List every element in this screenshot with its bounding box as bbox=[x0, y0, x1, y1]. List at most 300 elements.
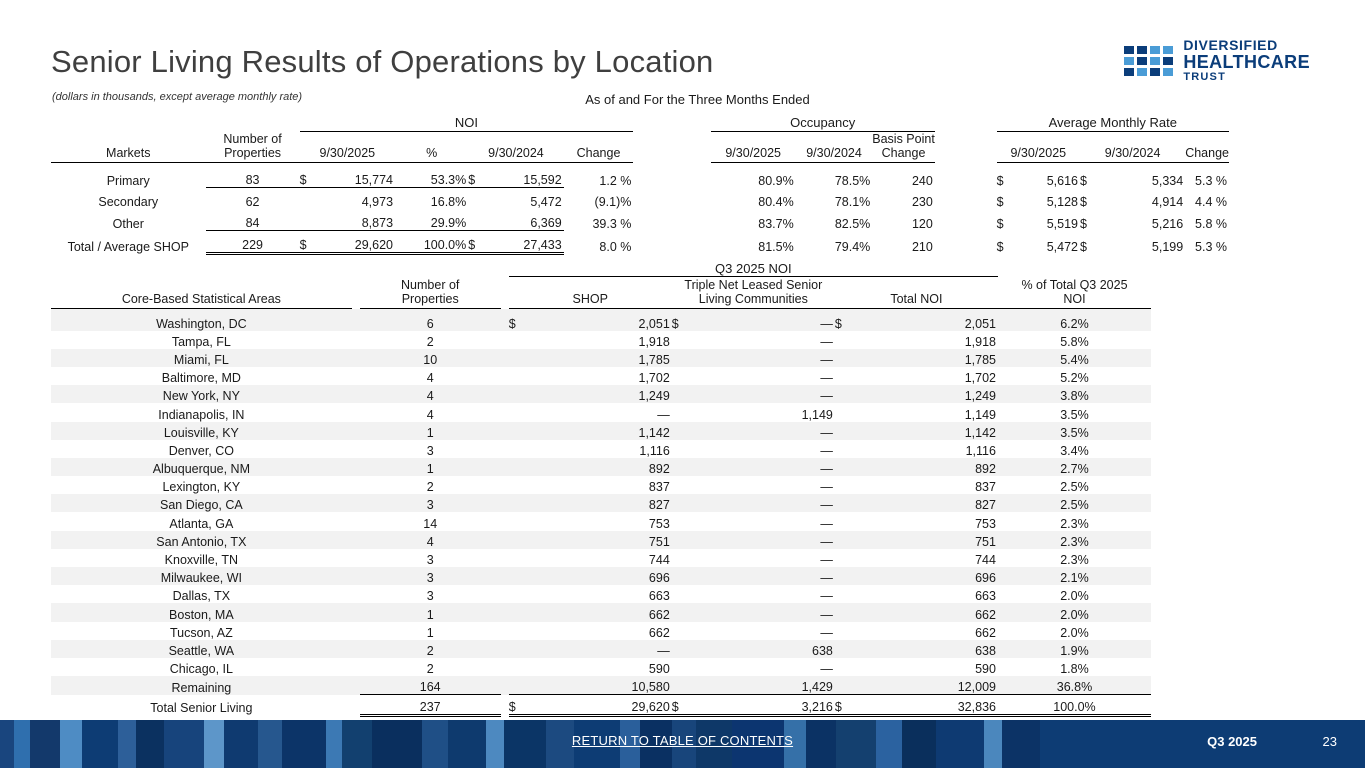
table-row bbox=[51, 349, 1151, 367]
spacer-cell bbox=[501, 512, 509, 530]
cell-shop: 1,142 bbox=[525, 422, 672, 440]
cell-properties: 4 bbox=[360, 531, 501, 549]
cell-area: Miami, FL bbox=[51, 349, 352, 367]
spacer-cell bbox=[633, 131, 710, 163]
cell-triple-currency bbox=[672, 385, 688, 403]
col-shop bbox=[509, 277, 672, 309]
cell-triple-currency bbox=[672, 676, 688, 695]
cell-total: 892 bbox=[851, 458, 998, 476]
cell-properties: 2 bbox=[426, 334, 434, 349]
col-occ-2024: 9/30/2024 bbox=[796, 131, 873, 163]
cell-shop: 827 bbox=[525, 494, 672, 512]
cell-triple: — bbox=[820, 480, 833, 495]
cell-triple-currency bbox=[672, 349, 688, 367]
spacer-cell bbox=[633, 231, 710, 254]
cell-total: 1,785 bbox=[851, 349, 998, 367]
spacer-cell bbox=[501, 603, 509, 621]
cell-noi-2025-currency bbox=[300, 209, 315, 231]
col-np-line2: Properties bbox=[401, 292, 459, 306]
cell-triple: — bbox=[688, 458, 835, 476]
cell-shop-currency bbox=[509, 458, 525, 476]
logo-line-1: DIVERSIFIED bbox=[1183, 37, 1278, 53]
cell-noi-2024-currency: $ bbox=[468, 231, 483, 254]
table-row bbox=[51, 458, 1151, 476]
cell-shop: 1,918 bbox=[638, 334, 670, 349]
spacer-cell bbox=[206, 110, 300, 131]
cell-noi-2024: 5,472 bbox=[530, 195, 562, 210]
cell-area: Boston, MA bbox=[51, 603, 352, 621]
cell-total: 1,918 bbox=[964, 334, 996, 349]
cell-rate-change: 4.4 % bbox=[1195, 195, 1227, 210]
cell-shop: 662 bbox=[525, 603, 672, 621]
cell-shop-currency bbox=[509, 531, 525, 549]
spacer-cell bbox=[352, 676, 360, 695]
cell-total-currency: $ bbox=[835, 695, 851, 715]
cell-bps-change: 240 bbox=[911, 173, 933, 188]
cell-total-currency bbox=[835, 385, 851, 403]
col-bps-line1: Basis Point bbox=[872, 131, 935, 146]
cell-total-currency bbox=[835, 422, 851, 440]
cell-pct: 3.5% bbox=[1060, 407, 1089, 422]
cell-shop: 744 bbox=[648, 553, 670, 567]
cell-shop: 29,620 bbox=[525, 695, 672, 715]
cell-noi-change: 39.3 % bbox=[592, 216, 632, 231]
col-pct-line2: NOI bbox=[1063, 292, 1086, 306]
logo-line-3: TRUST bbox=[1183, 70, 1226, 83]
col-rate-2025: 9/30/2025 bbox=[997, 131, 1080, 163]
spacer-cell bbox=[501, 440, 509, 458]
cell-area: Tucson, AZ bbox=[169, 625, 233, 640]
cell-pct: 2.3% bbox=[1060, 553, 1089, 567]
spacer-cell bbox=[501, 349, 509, 367]
cell-pct: 2.0% bbox=[1060, 589, 1089, 604]
table-row bbox=[51, 494, 1151, 512]
cell-pct: 5.2% bbox=[1060, 371, 1089, 386]
cell-total: 638 bbox=[851, 640, 998, 658]
spacer-cell bbox=[352, 640, 360, 658]
group-header-occupancy: Occupancy bbox=[711, 110, 935, 131]
cell-triple-currency bbox=[672, 458, 688, 476]
spacer-cell bbox=[501, 640, 509, 658]
spacer-cell bbox=[633, 209, 710, 231]
cell-triple: 638 bbox=[688, 640, 835, 658]
spacer-cell bbox=[501, 385, 509, 403]
col-triple-line2: Living Communities bbox=[698, 292, 808, 306]
cell-pct: 3.8% bbox=[998, 385, 1151, 403]
cell-rate-2024: 5,216 bbox=[1151, 216, 1184, 231]
cell-shop-currency bbox=[509, 585, 525, 603]
cell-properties: 237 bbox=[360, 695, 501, 715]
cell-triple-currency bbox=[672, 567, 688, 585]
cell-triple: — bbox=[820, 662, 833, 677]
cell-pct: 5.8% bbox=[1060, 334, 1089, 349]
cell-rate-2025: 5,616 bbox=[1046, 173, 1078, 188]
cell-shop-currency bbox=[509, 422, 525, 440]
cell-area: Indianapolis, IN bbox=[158, 407, 245, 422]
cell-properties: 1 bbox=[426, 625, 434, 640]
cell-shop: 10,580 bbox=[525, 676, 672, 695]
cell-shop: 662 bbox=[648, 625, 670, 640]
cell-noi-2025-currency bbox=[300, 188, 315, 210]
table-row bbox=[51, 309, 1151, 331]
cell-triple-currency bbox=[672, 512, 688, 530]
cell-shop: 1,785 bbox=[525, 349, 672, 367]
spacer-cell bbox=[935, 131, 997, 163]
cell-shop-currency bbox=[509, 567, 525, 585]
cell-occ-2025: 80.9% bbox=[758, 173, 794, 188]
cell-shop-currency bbox=[509, 603, 525, 621]
cell-pct: 2.0% bbox=[998, 603, 1151, 621]
spacer-cell bbox=[352, 585, 360, 603]
cell-shop: 1,249 bbox=[525, 385, 672, 403]
cell-shop: 1,116 bbox=[639, 443, 670, 458]
cell-properties: 4 bbox=[426, 371, 434, 386]
table-row bbox=[51, 331, 1151, 349]
cell-area: San Antonio, TX bbox=[51, 531, 352, 549]
as-of-label bbox=[0, 92, 1365, 107]
cell-rate-change: 5.8 % bbox=[1195, 216, 1227, 231]
cell-shop-currency bbox=[509, 494, 525, 512]
cell-total-currency: $ bbox=[835, 309, 851, 331]
cell-triple: — bbox=[688, 349, 835, 367]
cell-properties: 4 bbox=[426, 407, 434, 422]
spacer-cell bbox=[352, 658, 360, 676]
footer-page-number: 23 bbox=[1322, 734, 1337, 749]
spacer-cell bbox=[352, 331, 360, 349]
cell-area: Chicago, IL bbox=[169, 662, 233, 677]
cell-total-currency bbox=[835, 331, 851, 349]
cell-total: 1,249 bbox=[851, 385, 998, 403]
cell-rate-2025-currency: $ bbox=[996, 216, 1004, 231]
cell-rate-2025-currency: $ bbox=[996, 239, 1004, 254]
cell-triple: — bbox=[688, 309, 835, 331]
cell-triple-currency bbox=[672, 403, 688, 421]
table-row bbox=[51, 676, 1151, 695]
cell-rate-2025-currency: $ bbox=[996, 195, 1004, 210]
cell-rate-2024-currency: $ bbox=[1079, 195, 1087, 210]
cell-noi-pct: 29.9% bbox=[430, 216, 467, 231]
cell-pct: 1.9% bbox=[998, 640, 1151, 658]
spacer-cell bbox=[501, 309, 509, 331]
cell-area: Knoxville, TN bbox=[164, 553, 239, 567]
cell-triple-currency bbox=[672, 422, 688, 440]
cell-rate-change: 5.3 % bbox=[1195, 173, 1227, 188]
cell-total: 2,051 bbox=[851, 309, 998, 331]
cell-noi-2024-currency: $ bbox=[468, 163, 483, 188]
return-to-table-of-contents-link[interactable]: RETURN TO TABLE OF CONTENTS bbox=[571, 733, 794, 748]
cell-area: Seattle, WA bbox=[51, 640, 352, 658]
col-rate-2024: 9/30/2024 bbox=[1080, 131, 1185, 163]
cell-noi-2024: 6,369 bbox=[530, 216, 562, 231]
spacer-cell bbox=[352, 349, 360, 367]
table-row bbox=[51, 476, 1151, 494]
spacer-cell bbox=[352, 309, 360, 331]
cell-total-currency bbox=[835, 567, 851, 585]
logo-line-2: HEALTHCARE bbox=[1183, 51, 1310, 72]
cell-properties: 2 bbox=[360, 640, 501, 658]
cell-bps-change: 230 bbox=[911, 195, 933, 210]
cell-properties: 2 bbox=[426, 480, 434, 495]
table-total-row bbox=[51, 695, 1151, 715]
cell-triple-currency: $ bbox=[672, 695, 688, 715]
cell-triple-currency bbox=[672, 549, 688, 567]
spacer-cell bbox=[501, 331, 509, 349]
cell-triple: — bbox=[820, 516, 833, 531]
cell-triple-currency bbox=[672, 331, 688, 349]
spacer-cell bbox=[352, 549, 360, 567]
cell-properties: 3 bbox=[360, 494, 501, 512]
col-cbsa: Core-Based Statistical Areas bbox=[51, 277, 352, 309]
table-row bbox=[51, 640, 1151, 658]
col-shop-spacer bbox=[509, 277, 672, 292]
cell-shop-currency bbox=[509, 512, 525, 530]
cell-total-currency bbox=[835, 531, 851, 549]
units-note: (dollars in thousands, except average monthly rate) bbox=[52, 91, 303, 103]
cell-area: Albuquerque, NM bbox=[51, 458, 352, 476]
table-row bbox=[51, 585, 1151, 603]
cell-triple-currency bbox=[672, 658, 688, 676]
col-occ-2025: 9/30/2025 bbox=[711, 131, 796, 163]
cell-rate-2025-currency: $ bbox=[996, 173, 1004, 188]
spacer-cell bbox=[352, 458, 360, 476]
company-logo bbox=[1124, 38, 1310, 84]
spacer-cell bbox=[501, 585, 509, 603]
cell-noi-2025: 4,973 bbox=[361, 195, 394, 210]
cell-area: Tampa, FL bbox=[171, 334, 231, 349]
cell-triple: — bbox=[688, 603, 835, 621]
spacer-cell bbox=[501, 403, 509, 421]
cell-noi-pct: 100.0% bbox=[395, 231, 468, 254]
cell-shop-currency bbox=[509, 440, 525, 458]
cell-triple: — bbox=[688, 385, 835, 403]
col-noi-2025: 9/30/2025 bbox=[300, 131, 395, 163]
cell-total-currency bbox=[835, 367, 851, 385]
cell-pct: 100.0% bbox=[998, 695, 1151, 715]
spacer-cell bbox=[633, 188, 710, 210]
cell-pct: 3.5% bbox=[998, 422, 1151, 440]
spacer-cell bbox=[352, 422, 360, 440]
cell-triple-currency bbox=[672, 367, 688, 385]
cell-rate-2025: 5,472 bbox=[1046, 239, 1078, 254]
spacer-cell bbox=[51, 110, 206, 131]
col-triple-line1: Triple Net Leased Senior bbox=[684, 277, 823, 292]
cell-total: 827 bbox=[851, 494, 998, 512]
col-number-of-properties bbox=[206, 131, 300, 163]
col-number-of-properties bbox=[360, 277, 501, 309]
cell-occ-2024: 79.4% bbox=[834, 239, 871, 254]
cell-shop-currency bbox=[509, 385, 525, 403]
cell-noi-2024: 27,433 bbox=[483, 231, 564, 254]
table-row bbox=[51, 658, 1151, 676]
table-column-header-row bbox=[51, 277, 1151, 309]
col-pct-line1: % of Total Q3 2025 bbox=[1021, 277, 1128, 292]
cell-total: 744 bbox=[975, 553, 996, 567]
cell-area: Dallas, TX bbox=[172, 589, 231, 604]
group-header-q3-noi: Q3 2025 NOI bbox=[509, 258, 998, 277]
cell-rate-2024: 5,199 bbox=[1151, 239, 1184, 254]
cell-total-currency bbox=[835, 640, 851, 658]
cell-total-currency bbox=[835, 403, 851, 421]
table-row bbox=[51, 440, 1151, 458]
cell-shop: 837 bbox=[648, 480, 670, 495]
cell-shop-currency bbox=[509, 622, 525, 640]
cell-shop-currency: $ bbox=[509, 309, 525, 331]
spacer-cell bbox=[935, 110, 997, 131]
cell-triple-currency bbox=[672, 622, 688, 640]
spacer-cell bbox=[352, 531, 360, 549]
cell-rate-2024: 5,334 bbox=[1151, 173, 1184, 188]
spacer-cell bbox=[998, 258, 1151, 277]
cell-total: 837 bbox=[975, 480, 996, 495]
cell-triple-currency bbox=[672, 440, 688, 458]
col-shop-label: SHOP bbox=[572, 292, 608, 306]
cell-triple: — bbox=[820, 334, 833, 349]
cell-noi-2025-currency: $ bbox=[300, 163, 315, 188]
cell-market: Secondary bbox=[98, 195, 159, 210]
cell-total: 696 bbox=[851, 567, 998, 585]
cell-total: 1,116 bbox=[965, 443, 996, 458]
spacer-cell bbox=[935, 188, 997, 210]
cell-triple-currency bbox=[672, 585, 688, 603]
cell-shop-currency bbox=[509, 476, 525, 494]
spacer-cell bbox=[352, 258, 360, 277]
spacer-cell bbox=[501, 549, 509, 567]
cell-pct: 6.2% bbox=[998, 309, 1151, 331]
cell-total: 662 bbox=[975, 625, 996, 640]
spacer-cell bbox=[501, 622, 509, 640]
cell-pct: 2.5% bbox=[998, 494, 1151, 512]
cell-triple-currency: $ bbox=[672, 309, 688, 331]
cell-rate-2025: 5,519 bbox=[1046, 216, 1078, 231]
spacer-cell bbox=[501, 476, 509, 494]
cell-shop-currency bbox=[509, 640, 525, 658]
cell-pct: 2.5% bbox=[1060, 480, 1089, 495]
cell-area: Total Senior Living bbox=[150, 701, 253, 715]
cell-noi-change: 1.2 % bbox=[599, 173, 632, 188]
cell-triple: — bbox=[688, 531, 835, 549]
cell-total-currency bbox=[835, 349, 851, 367]
cell-shop: 892 bbox=[525, 458, 672, 476]
table-group-header-row bbox=[51, 110, 1229, 131]
spacer-cell bbox=[352, 385, 360, 403]
cell-shop: — bbox=[657, 407, 670, 422]
cell-noi-change: 8.0 % bbox=[599, 239, 632, 254]
cell-properties: 2 bbox=[426, 662, 434, 677]
cell-properties: 4 bbox=[360, 385, 501, 403]
cell-triple: — bbox=[820, 371, 833, 386]
cell-shop-currency bbox=[509, 676, 525, 695]
spacer-cell bbox=[352, 622, 360, 640]
cell-properties: 84 bbox=[245, 216, 260, 231]
spacer-cell bbox=[352, 695, 360, 715]
cell-total: 751 bbox=[851, 531, 998, 549]
cell-rate-2024-currency: $ bbox=[1079, 173, 1087, 188]
table-row bbox=[51, 209, 1229, 231]
spacer-cell bbox=[633, 163, 710, 188]
cell-rate-2025: 5,128 bbox=[1046, 195, 1078, 210]
as-of-text: As of and For the Three Months Ended bbox=[585, 92, 810, 107]
cell-triple: — bbox=[820, 443, 833, 458]
cell-properties: 83 bbox=[206, 163, 300, 188]
table-column-header-row bbox=[51, 131, 1229, 163]
cell-shop: — bbox=[525, 640, 672, 658]
cell-total-currency bbox=[835, 476, 851, 494]
spacer-cell bbox=[51, 258, 352, 277]
cell-area: Washington, DC bbox=[51, 309, 352, 331]
cell-bps-change: 120 bbox=[911, 216, 933, 231]
cell-rate-change: 5.3 % bbox=[1195, 239, 1227, 254]
cell-triple: — bbox=[688, 494, 835, 512]
cell-total-currency bbox=[835, 622, 851, 640]
spacer-cell bbox=[501, 367, 509, 385]
cell-properties: 1 bbox=[360, 458, 501, 476]
spacer-cell bbox=[501, 277, 509, 309]
cell-bps-change: 210 bbox=[911, 239, 933, 254]
table-group-header-row bbox=[51, 258, 1151, 277]
spacer-cell bbox=[360, 258, 501, 277]
cell-noi-pct: 16.8% bbox=[430, 195, 467, 210]
cell-noi-2025: 8,873 bbox=[361, 216, 394, 231]
group-header-avg-rate: Average Monthly Rate bbox=[997, 110, 1229, 131]
spacer-cell bbox=[935, 231, 997, 254]
table-row bbox=[51, 512, 1151, 530]
cell-total-currency bbox=[835, 658, 851, 676]
col-np-line2: Properties bbox=[224, 145, 282, 160]
spacer-cell bbox=[501, 531, 509, 549]
cell-noi-2025: 15,774 bbox=[315, 163, 396, 188]
cell-properties: 3 bbox=[426, 589, 434, 604]
spacer-cell bbox=[501, 676, 509, 695]
cell-shop: 753 bbox=[648, 516, 670, 531]
table-row bbox=[51, 531, 1151, 549]
group-header-noi: NOI bbox=[300, 110, 634, 131]
col-total-spacer bbox=[835, 277, 998, 292]
col-np-line1: Number of bbox=[401, 277, 460, 292]
cell-occ-2024: 78.1% bbox=[834, 195, 871, 210]
cell-shop: 590 bbox=[648, 662, 670, 677]
cell-triple: — bbox=[820, 553, 833, 567]
cell-pct: 2.7% bbox=[998, 458, 1151, 476]
table-row bbox=[51, 603, 1151, 621]
cell-occ-2024: 78.5% bbox=[834, 173, 871, 188]
cell-properties: 10 bbox=[360, 349, 501, 367]
cell-total: 753 bbox=[975, 516, 996, 531]
cell-total-currency bbox=[835, 676, 851, 695]
table-row bbox=[51, 567, 1151, 585]
col-noi-change: Change bbox=[564, 131, 634, 163]
cell-triple-currency bbox=[672, 494, 688, 512]
col-markets: Markets bbox=[51, 131, 206, 163]
cell-area: Louisville, KY bbox=[51, 422, 352, 440]
cell-area: New York, NY bbox=[51, 385, 352, 403]
cell-properties: 14 bbox=[423, 516, 438, 531]
cell-pct: 1.8% bbox=[1060, 662, 1089, 677]
col-basis-point-change bbox=[872, 131, 935, 163]
cell-shop-currency bbox=[509, 367, 525, 385]
cell-shop-currency: $ bbox=[509, 695, 525, 715]
cell-total-currency bbox=[835, 585, 851, 603]
cell-triple: 1,429 bbox=[688, 676, 835, 695]
cell-pct: 2.3% bbox=[1060, 516, 1089, 531]
cell-shop-currency bbox=[509, 658, 525, 676]
spacer-cell bbox=[633, 110, 710, 131]
spacer-cell bbox=[352, 603, 360, 621]
cell-shop: 751 bbox=[525, 531, 672, 549]
cell-triple: 3,216 bbox=[688, 695, 835, 715]
cell-properties: 62 bbox=[245, 195, 260, 210]
cell-pct: 2.0% bbox=[1060, 625, 1089, 640]
cell-rate-2024: 4,914 bbox=[1151, 195, 1184, 210]
